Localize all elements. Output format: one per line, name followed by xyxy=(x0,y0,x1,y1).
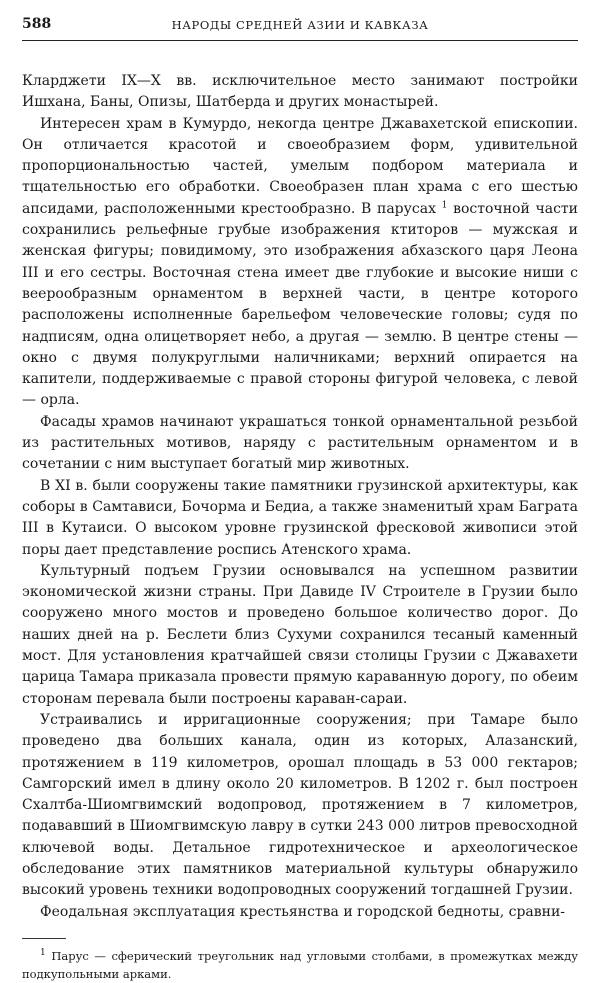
footnote-reference: 1 xyxy=(441,200,448,211)
paragraph: В XI в. были сооружены такие памятники грузинской архитектуры, как соборы в Самтависи, Бочорма и Бедиа, а также знаменитый храм Баграта III в Кутаиси. О высоком уровне грузинской фресковой живописи этой поры дает представление роспись Атенского храма. xyxy=(22,477,578,558)
paragraph: Феодальная эксплуатация крестьянства и городской бедноты, сравни- xyxy=(40,903,566,920)
running-title: НАРОДЫ СРЕДНЕЙ АЗИИ И КАВКАЗА xyxy=(171,18,429,32)
paragraph: Фасады храмов начинают украшаться тонкой орнаментальной резьбой из растительных мотивов, наряду с растительным орнаментом и в сочетании с ним выступает богатый мир животных. xyxy=(22,413,578,473)
footnote-divider xyxy=(22,938,66,939)
book-page xyxy=(22,14,578,983)
main-text xyxy=(22,71,578,923)
paragraph: Устраивались и ирригационные сооружения; при Тамаре было проведено два больших канала, один из которых, Алазанский, протяжением в 119 километров, орошал площадь в 53 000 гектаров; Самгорский имел в длину около 20 километров. В 1202 г. был построен Схалтба-Шиомгвимский водопровод, протяжением в 7 километров, подававший в Шиомгвимскую лавру в сутки 243 000 литров превосходной ключевой воды. Детальное гидротехническое и археологическое обследование этих памятников материальной культуры обнаружило высокий уровень техники водопроводных сооружений тогдашней Грузии. xyxy=(22,711,578,899)
paragraph xyxy=(22,114,578,412)
paragraph: Кларджети IX—X вв. исключительное место занимают постройки Ишхана, Баны, Опизы, Шатберда и других монастырей. xyxy=(22,73,578,111)
footnote-text: Парус — сферический треугольник над угловыми столбами, в промежутках между подкупольными арками. xyxy=(22,948,578,981)
paragraph-text: Интересен храм в Кумурдо, некогда центре Джавахетской епископии. Он отличается красотой и своеобразием форм, удивительной пропорциональностью частей, умелым подбором материала и тщательностью его обработки. Своеобразен план храма с его шестью апсидами, расположенными крестообразно. В парусах xyxy=(22,115,578,217)
paragraph-text: восточной части сохранились рельефные грубые изображения ктиторов — мужская и женская фигуры; повидимому, это изображения абхазского царя Леона III и его сестры. Восточная стена имеет две глубокие и высокие ниши с веерообразным орнаментом в верхней части, в центре которого расположены исполненные барельефом человеческие головы; судя по надписям, одна олицетворяет небо, а другая — землю. В центре стены — окно с двумя полукруглыми наличниками; верхний опирается на капители, поддерживаемые с правой стороны фигурой человека, с левой — орла. xyxy=(22,200,578,409)
paragraph: Культурный подъем Грузии основывался на успешном развитии экономической жизни страны. При Давиде IV Строителе в Грузии было сооружено много мостов и проведено большое количество дорог. До наших дней на р. Беслети близ Сухуми сохранился тесаный каменный мост. Для установления кратчайшей связи столицы Грузии с Джавахети царица Тамара приказала провести прямую караванную дорогу, по обеим сторонам перевала были построены караван-сараи. xyxy=(22,562,578,707)
footnote xyxy=(22,947,578,983)
page-header xyxy=(22,14,578,41)
page-number: 588 xyxy=(22,16,52,32)
footnote-marker: 1 xyxy=(40,948,46,959)
